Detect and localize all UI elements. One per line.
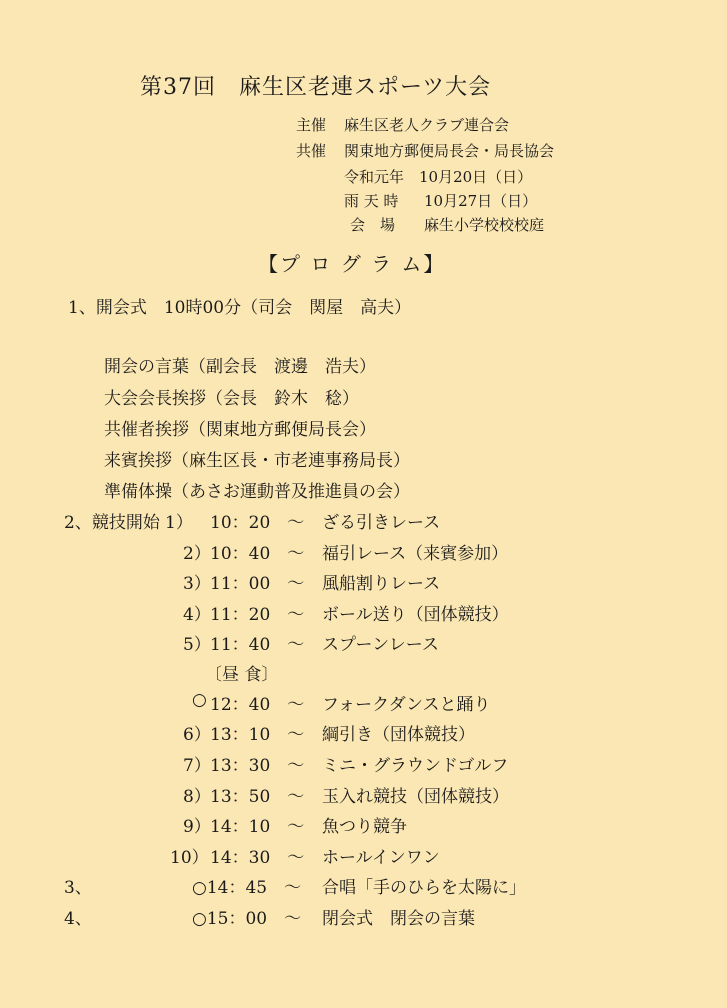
event-number: 4） [183, 605, 211, 625]
event-name: ボール送り（団体競技） [322, 605, 509, 625]
competition-start-label: 2、競技開始 [64, 513, 160, 533]
event-time: 10：20 ～ [210, 513, 305, 533]
rain-label: 雨 天 時 [344, 192, 399, 210]
host-label: 主催 [296, 116, 327, 134]
event-number: 1） [165, 513, 193, 533]
venue-name: 麻生小学校校校庭 [424, 216, 545, 234]
opening-item: 共催者挨拶（関東地方郵便局長会） [104, 420, 376, 440]
event-time: 13：30 ～ [210, 756, 305, 776]
event-name: 福引レース（来賓参加） [322, 544, 509, 564]
event-time: 12：40 ～ [210, 695, 305, 715]
opening-item: 準備体操（あさお運動普及推進員の会） [104, 482, 410, 502]
opening-ceremony: 1、開会式 10時00分（司会 関屋 高夫） [68, 298, 412, 318]
event-number: 9） [183, 817, 211, 837]
lunch-break: 〔昼 食〕 [205, 665, 279, 685]
cohost-name: 関東地方郵便局長会・局長協会 [344, 142, 555, 160]
event-number: ○ [192, 690, 207, 710]
program-heading: 【プ ロ グ ラ ム】 [258, 252, 446, 276]
event-number: 5） [183, 635, 211, 655]
event-time: 10：40 ～ [210, 544, 305, 564]
event-time: 11：20 ～ [210, 605, 305, 625]
venue-label: 会 場 [350, 216, 396, 234]
closing-number: 4、 [64, 909, 92, 929]
opening-item: 大会会長挨拶（会長 鈴木 稔） [104, 389, 359, 409]
cohost-label: 共催 [296, 142, 327, 160]
event-time: 14：30 ～ [210, 848, 305, 868]
event-name: フォークダンスと踊り [322, 695, 491, 715]
closing-name: 閉会式 閉会の言葉 [322, 909, 475, 929]
event-name: ミニ・グラウンドゴルフ [322, 756, 509, 776]
event-number: 10） [170, 848, 209, 868]
event-time: 13：50 ～ [210, 787, 305, 807]
opening-item: 来賓挨拶（麻生区長・市老連事務局長） [104, 451, 410, 471]
event-time: 13：10 ～ [210, 725, 305, 745]
closing-number: 3、 [64, 878, 92, 898]
event-name: ホールインワン [322, 848, 440, 868]
event-number: 3） [183, 574, 211, 594]
opening-item: 開会の言葉（副会長 渡邊 浩夫） [104, 357, 376, 377]
event-name: 綱引き（団体競技） [322, 725, 475, 745]
page-title: 第37回 麻生区老連スポーツ大会 [140, 75, 492, 100]
host-name: 麻生区老人クラブ連合会 [344, 116, 510, 134]
closing-time: ○15：00 ～ [192, 909, 302, 929]
event-name: 魚つり競争 [322, 817, 407, 837]
event-number: 6） [183, 725, 211, 745]
event-time: 11：40 ～ [210, 635, 305, 655]
event-time: 14：10 ～ [210, 817, 305, 837]
closing-time: ○14：45 ～ [192, 878, 302, 898]
event-name: 玉入れ競技（団体競技） [322, 787, 509, 807]
event-date: 令和元年 10月20日（日） [344, 168, 533, 186]
event-name: ざる引きレース [322, 513, 441, 533]
event-name: 風船割りレース [322, 574, 441, 594]
event-number: 2） [183, 544, 211, 564]
closing-name: 合唱「手のひらを太陽に」 [322, 878, 526, 898]
event-number: 7） [183, 756, 211, 776]
event-name: スプーンレース [322, 635, 439, 655]
event-number: 8） [183, 787, 211, 807]
rain-date: 10月27日（日） [424, 192, 538, 210]
event-time: 11：00 ～ [210, 574, 305, 594]
